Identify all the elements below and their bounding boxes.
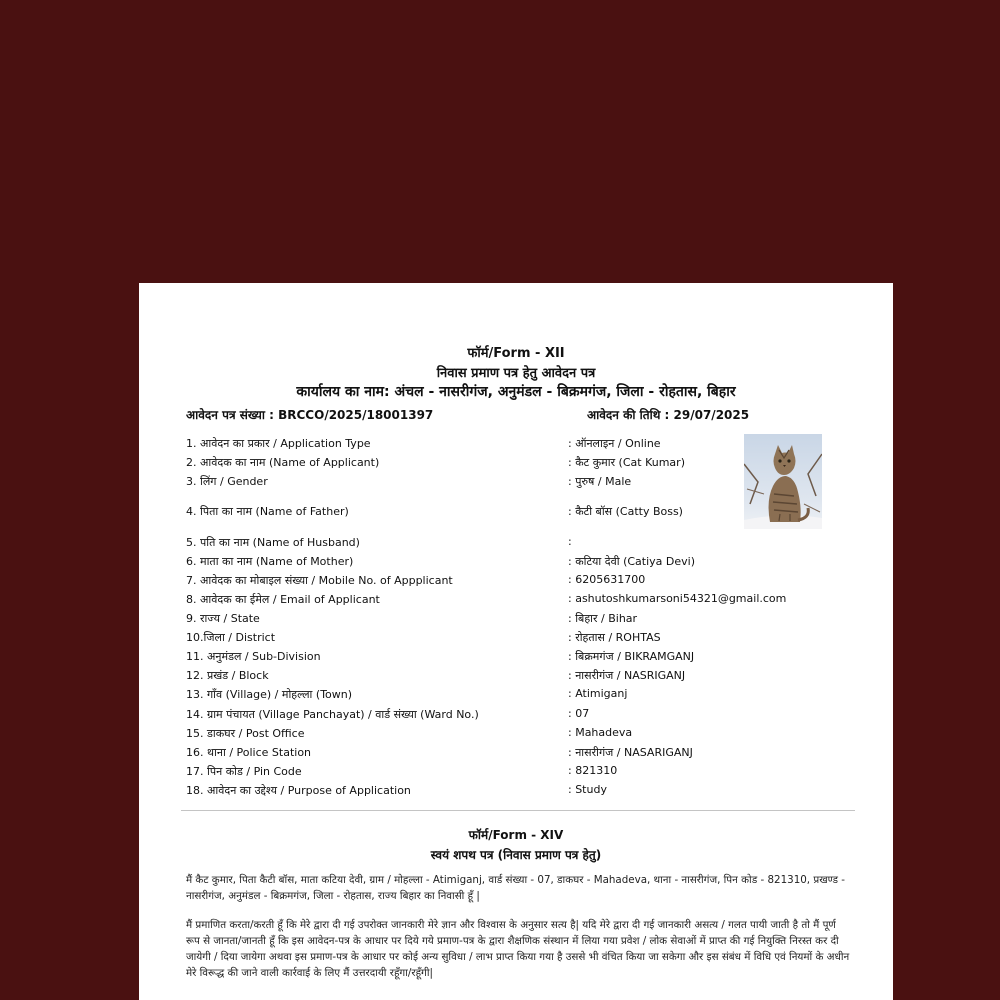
- field-label: 12. प्रखंड / Block: [186, 669, 269, 682]
- field-label: 13. गाँव (Village) / मोहल्ला (Town): [186, 688, 353, 701]
- field-value: : 6205631700: [568, 573, 646, 586]
- field-value: : Mahadeva: [568, 726, 633, 739]
- field-value: : पुरुष / Male: [568, 475, 632, 488]
- form-title: फॉर्म/Form - XII: [467, 346, 565, 361]
- affidavit-certification: मैं प्रमाणित करता/करती हूँ कि मेरे द्वारा दी गई उपरोक्त जानकारी मेरे ज्ञान और विश्वास के अनुसार सत्य है| यदि मेरे द्वारा दी गई जानकारी असत्य / गलत पायी जाती है तो मैं पूर्ण रूप से जानता/जानती हूँ कि इस आवेदन-पत्र के आधार पर दिये गये प्रमाण-पत्र के द्वारा शैक्षणिक संस्थान में लिया गया प्रवेश / लोक सेवाओं में प्राप्त की गई नियुक्ति निरस्त कर दी जायेगी / दिया जायेगा अथवा इस प्रमाण-पत्र के आधार पर कोई अन्य सुविधा / लाभ प्राप्त किया गया है उससे भी वंचित किया जा सकेगा और इस संबंध में विधि एवं नियमों के अधीन मेरे विरूद्ध की जाने वाली कार्रवाई के लिए मैं उत्तरदायी रहूँगा/रहूँगी|: [186, 919, 850, 979]
- field-label: 15. डाकघर / Post Office: [186, 727, 305, 740]
- field-label: 2. आवेदक का नाम (Name of Applicant): [186, 456, 380, 469]
- affidavit-declaration: मैं कैट कुमार, पिता कैटी बॉस, माता कटिया देवी, ग्राम / मोहल्ला - Atimiganj, वार्ड संख्या - 07, डाकघर - Mahadeva, थाना - नासरीगंज, पिन कोड - 821310, प्रखण्ड - नासरीगंज, अनुमंडल - बिक्रमगंज, जिला - रोहतास, राज्य बिहार का निवासी हूँ |: [186, 874, 846, 902]
- field-value: : बिक्रमगंज / BIKRAMGANJ: [568, 650, 695, 663]
- field-value: : ashutoshkumarsoni54321@gmail.com: [568, 592, 787, 605]
- field-value: : नासरीगंज / NASRIGANJ: [568, 669, 686, 682]
- affidavit-form-title: फॉर्म/Form - XIV: [468, 828, 564, 842]
- affidavit-subtitle: स्वयं शपथ पत्र (निवास प्रमाण पत्र हेतु): [430, 848, 602, 862]
- field-value: : नासरीगंज / NASARIGANJ: [568, 746, 693, 759]
- field-label: 18. आवेदन का उद्देश्य / Purpose of Application: [186, 784, 411, 797]
- field-value: : 07: [568, 707, 590, 720]
- field-label: 1. आवेदन का प्रकार / Application Type: [186, 437, 371, 450]
- section-divider: [181, 810, 855, 811]
- application-date: आवेदन की तिथि : 29/07/2025: [587, 408, 750, 422]
- field-value: : कटिया देवी (Catiya Devi): [568, 555, 695, 568]
- field-label: 14. ग्राम पंचायत (Village Panchayat) / वार्ड संख्या (Ward No.): [186, 708, 479, 721]
- applicant-photo: [744, 434, 822, 529]
- cat-photo-icon: [744, 434, 822, 529]
- field-value: : 821310: [568, 764, 618, 777]
- field-label: 16. थाना / Police Station: [186, 746, 312, 759]
- field-value: : Study: [568, 783, 607, 796]
- field-label: 10.जिला / District: [186, 631, 276, 644]
- field-label: 3. लिंग / Gender: [186, 475, 268, 488]
- application-number: आवेदन पत्र संख्या : BRCCO/2025/18001397: [186, 408, 434, 422]
- form-subtitle: निवास प्रमाण पत्र हेतु आवेदन पत्र: [436, 366, 596, 381]
- field-value: : ऑनलाइन / Online: [568, 437, 661, 450]
- field-label: 5. पति का नाम (Name of Husband): [186, 536, 360, 549]
- field-label: 6. माता का नाम (Name of Mother): [186, 555, 354, 568]
- field-value: : रोहतास / ROHTAS: [568, 631, 661, 644]
- field-label: 17. पिन कोड / Pin Code: [186, 765, 302, 778]
- field-label: 7. आवेदक का मोबाइल संख्या / Mobile No. of Appplicant: [186, 574, 453, 587]
- application-document: [139, 283, 893, 1000]
- field-label: 11. अनुमंडल / Sub-Division: [186, 650, 321, 663]
- office-name: कार्यालय का नाम: अंचल - नासरीगंज, अनुमंडल - बिक्रमगंज, जिला - रोहतास, बिहार: [296, 384, 736, 400]
- field-value: : कैट कुमार (Cat Kumar): [568, 456, 685, 469]
- field-value: : बिहार / Bihar: [568, 612, 638, 625]
- field-value: : Atimiganj: [568, 687, 628, 700]
- field-value: : कैटी बॉस (Catty Boss): [568, 505, 683, 518]
- field-label: 9. राज्य / State: [186, 612, 260, 625]
- field-value: :: [568, 535, 572, 548]
- field-label: 8. आवेदक का ईमेल / Email of Applicant: [186, 593, 380, 606]
- field-label: 4. पिता का नाम (Name of Father): [186, 505, 349, 518]
